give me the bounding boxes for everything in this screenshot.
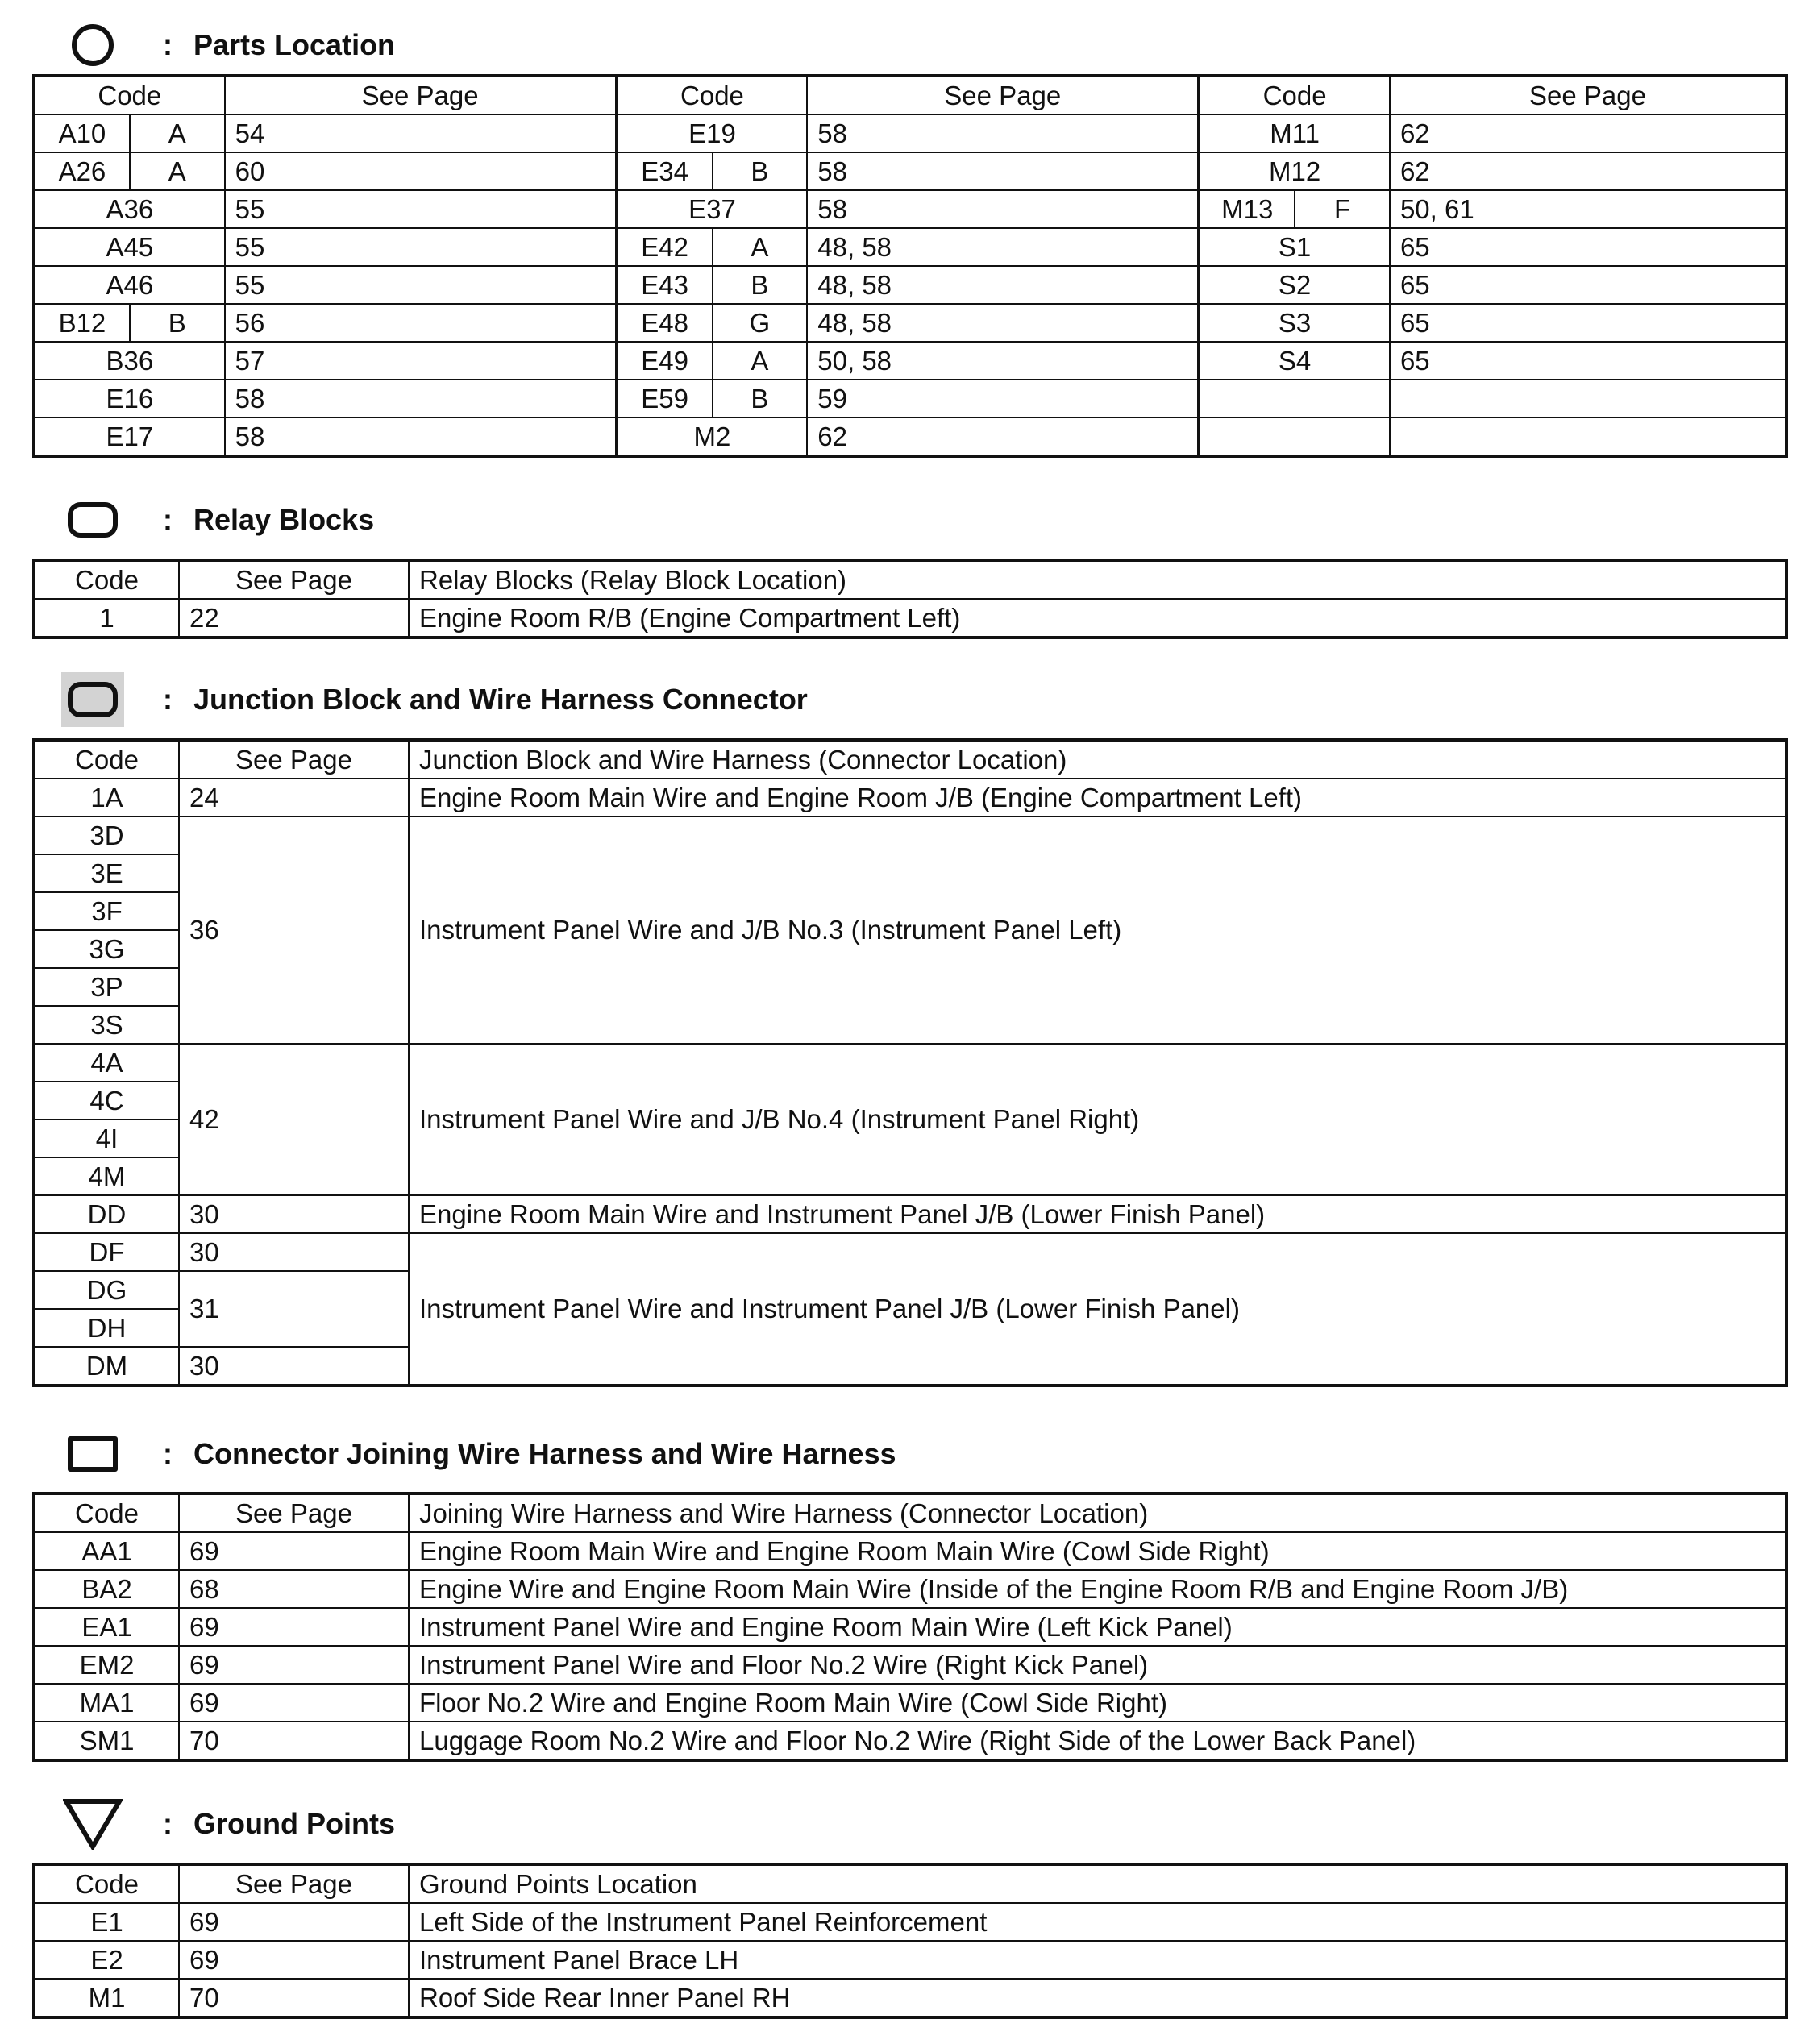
table-row bbox=[34, 304, 1786, 342]
code-cell: BA2 bbox=[34, 1570, 179, 1608]
code-cell: S2 bbox=[1199, 266, 1390, 304]
code-cell: 3S bbox=[34, 1006, 179, 1044]
description-cell: Instrument Panel Wire and Floor No.2 Wire (Right Kick Panel) bbox=[409, 1646, 1786, 1684]
code-cell: 3G bbox=[34, 930, 179, 968]
page-cell: 57 bbox=[225, 342, 617, 380]
page-cell: 59 bbox=[807, 380, 1199, 418]
page-cell: 69 bbox=[179, 1903, 409, 1941]
code-cell: E49 bbox=[617, 342, 713, 380]
header-description: Joining Wire Harness and Wire Harness (Connector Location) bbox=[409, 1494, 1786, 1532]
page-cell: 50, 61 bbox=[1390, 190, 1786, 228]
page-cell: 69 bbox=[179, 1941, 409, 1979]
page-cell: 50, 58 bbox=[807, 342, 1199, 380]
table-row bbox=[34, 1979, 1786, 2017]
table-row bbox=[34, 1684, 1786, 1722]
relay-blocks-heading bbox=[61, 492, 374, 548]
description-cell: Engine Room Main Wire and Engine Room Main Wire (Cowl Side Right) bbox=[409, 1532, 1786, 1570]
code-cell: M2 bbox=[617, 418, 808, 456]
code-cell bbox=[1199, 418, 1390, 456]
header-see-page: See Page bbox=[179, 740, 409, 779]
page-cell: 24 bbox=[179, 779, 409, 816]
section-title: Connector Joining Wire Harness and Wire Harness bbox=[193, 1437, 896, 1470]
rounded-rect-icon bbox=[61, 492, 124, 548]
code-cell: S1 bbox=[1199, 228, 1390, 266]
junction-block-table bbox=[32, 738, 1788, 1387]
connector-joining-table bbox=[32, 1492, 1788, 1762]
header-see-page: See Page bbox=[179, 1494, 409, 1532]
code-cell: E59 bbox=[617, 380, 713, 418]
page-cell: 54 bbox=[225, 114, 617, 152]
header-description: Ground Points Location bbox=[409, 1864, 1786, 1903]
code-cell: DG bbox=[34, 1271, 179, 1309]
table-row bbox=[34, 599, 1786, 638]
code-cell: B36 bbox=[34, 342, 225, 380]
code-cell: A36 bbox=[34, 190, 225, 228]
table-row bbox=[34, 1722, 1786, 1760]
page-cell bbox=[1390, 418, 1786, 456]
code-cell: 3E bbox=[34, 854, 179, 892]
table-row bbox=[34, 228, 1786, 266]
table-row bbox=[34, 1233, 1786, 1271]
header-code: Code bbox=[1199, 76, 1390, 114]
description-cell: Engine Room Main Wire and Engine Room J/B (Engine Compartment Left) bbox=[409, 779, 1786, 816]
code-cell: S4 bbox=[1199, 342, 1390, 380]
sub-code-cell: A bbox=[713, 228, 808, 266]
code-cell: B12 bbox=[34, 304, 130, 342]
page-cell: 65 bbox=[1390, 266, 1786, 304]
description-cell: Luggage Room No.2 Wire and Floor No.2 Wire (Right Side of the Lower Back Panel) bbox=[409, 1722, 1786, 1760]
code-cell: 3D bbox=[34, 816, 179, 854]
table-row bbox=[34, 380, 1786, 418]
code-cell: E17 bbox=[34, 418, 225, 456]
page-cell: 58 bbox=[807, 114, 1199, 152]
table-row bbox=[34, 1941, 1786, 1979]
sub-code-cell: B bbox=[713, 380, 808, 418]
code-cell: 4I bbox=[34, 1120, 179, 1157]
page-cell: 62 bbox=[1390, 114, 1786, 152]
header-see-page: See Page bbox=[807, 76, 1199, 114]
table-row bbox=[34, 1044, 1786, 1082]
page-cell: 30 bbox=[179, 1233, 409, 1271]
code-cell: 4A bbox=[34, 1044, 179, 1082]
table-row bbox=[34, 114, 1786, 152]
code-cell: E2 bbox=[34, 1941, 179, 1979]
code-cell: SM1 bbox=[34, 1722, 179, 1760]
code-cell: 4C bbox=[34, 1082, 179, 1120]
parts-location-heading bbox=[61, 17, 395, 73]
sub-code-cell: F bbox=[1295, 190, 1390, 228]
header-description: Junction Block and Wire Harness (Connector Location) bbox=[409, 740, 1786, 779]
page-cell: 31 bbox=[179, 1271, 409, 1347]
colon: : bbox=[163, 1807, 173, 1840]
page-cell: 69 bbox=[179, 1532, 409, 1570]
page-cell: 68 bbox=[179, 1570, 409, 1608]
page-cell: 48, 58 bbox=[807, 266, 1199, 304]
code-cell: 1 bbox=[34, 599, 179, 638]
ground-points-table bbox=[32, 1863, 1788, 2019]
header-code: Code bbox=[617, 76, 808, 114]
header-see-page: See Page bbox=[179, 1864, 409, 1903]
description-cell: Engine Room Main Wire and Instrument Panel J/B (Lower Finish Panel) bbox=[409, 1195, 1786, 1233]
section-title: Relay Blocks bbox=[193, 503, 375, 536]
sub-code-cell: B bbox=[713, 152, 808, 190]
description-cell: Engine Room R/B (Engine Compartment Left) bbox=[409, 599, 1786, 638]
description-cell: Engine Wire and Engine Room Main Wire (Inside of the Engine Room R/B and Engine Room J/B) bbox=[409, 1570, 1786, 1608]
page-cell: 48, 58 bbox=[807, 228, 1199, 266]
relay-blocks-table bbox=[32, 559, 1788, 639]
page-cell: 70 bbox=[179, 1722, 409, 1760]
code-cell: E48 bbox=[617, 304, 713, 342]
table-row bbox=[34, 816, 1786, 854]
table-row bbox=[34, 1570, 1786, 1608]
page-cell: 65 bbox=[1390, 304, 1786, 342]
table-row bbox=[34, 1608, 1786, 1646]
code-cell: M12 bbox=[1199, 152, 1390, 190]
connector-joining-heading bbox=[61, 1426, 896, 1482]
code-cell: 3F bbox=[34, 892, 179, 930]
description-cell: Instrument Panel Wire and Instrument Panel J/B (Lower Finish Panel) bbox=[409, 1233, 1786, 1386]
code-cell: E37 bbox=[617, 190, 808, 228]
page-cell: 22 bbox=[179, 599, 409, 638]
page-cell: 48, 58 bbox=[807, 304, 1199, 342]
page-cell: 58 bbox=[225, 418, 617, 456]
code-cell: E16 bbox=[34, 380, 225, 418]
page-cell: 58 bbox=[225, 380, 617, 418]
section-title: Junction Block and Wire Harness Connector bbox=[193, 683, 808, 716]
code-cell: DD bbox=[34, 1195, 179, 1233]
code-cell: DF bbox=[34, 1233, 179, 1271]
down-triangle-icon bbox=[61, 1796, 124, 1852]
junction-block-heading bbox=[61, 671, 808, 728]
code-cell: E19 bbox=[617, 114, 808, 152]
table-row bbox=[34, 152, 1786, 190]
table-row bbox=[34, 1532, 1786, 1570]
rectangle-icon bbox=[61, 1426, 124, 1482]
page-cell: 55 bbox=[225, 190, 617, 228]
sub-code-cell: A bbox=[130, 114, 225, 152]
code-cell: E43 bbox=[617, 266, 713, 304]
colon: : bbox=[163, 28, 173, 61]
code-cell: DM bbox=[34, 1347, 179, 1386]
header-description: Relay Blocks (Relay Block Location) bbox=[409, 560, 1786, 599]
table-row bbox=[34, 1646, 1786, 1684]
page-cell: 55 bbox=[225, 228, 617, 266]
description-cell: Left Side of the Instrument Panel Reinforcement bbox=[409, 1903, 1786, 1941]
page-cell: 62 bbox=[807, 418, 1199, 456]
code-cell: M11 bbox=[1199, 114, 1390, 152]
code-cell: A10 bbox=[34, 114, 130, 152]
header-code: Code bbox=[34, 1864, 179, 1903]
code-cell: EA1 bbox=[34, 1608, 179, 1646]
header-code: Code bbox=[34, 76, 225, 114]
code-cell: S3 bbox=[1199, 304, 1390, 342]
page-cell: 36 bbox=[179, 816, 409, 1044]
page-cell: 55 bbox=[225, 266, 617, 304]
table-row bbox=[34, 418, 1786, 456]
description-cell: Instrument Panel Wire and J/B No.4 (Instrument Panel Right) bbox=[409, 1044, 1786, 1195]
parts-location-table bbox=[32, 74, 1788, 458]
code-cell: 1A bbox=[34, 779, 179, 816]
colon: : bbox=[163, 1437, 173, 1470]
table-row bbox=[34, 1903, 1786, 1941]
code-cell: 4M bbox=[34, 1157, 179, 1195]
page-cell: 65 bbox=[1390, 342, 1786, 380]
page-cell: 69 bbox=[179, 1684, 409, 1722]
page-cell: 58 bbox=[807, 152, 1199, 190]
circle-icon bbox=[61, 17, 124, 73]
code-cell: AA1 bbox=[34, 1532, 179, 1570]
page-cell: 30 bbox=[179, 1195, 409, 1233]
header-see-page: See Page bbox=[179, 560, 409, 599]
table-row bbox=[34, 342, 1786, 380]
page-cell: 69 bbox=[179, 1608, 409, 1646]
sub-code-cell: A bbox=[713, 342, 808, 380]
code-cell: M1 bbox=[34, 1979, 179, 2017]
sub-code-cell: B bbox=[713, 266, 808, 304]
ground-points-heading bbox=[61, 1796, 395, 1852]
code-cell: A45 bbox=[34, 228, 225, 266]
page-cell: 70 bbox=[179, 1979, 409, 2017]
description-cell: Floor No.2 Wire and Engine Room Main Wire (Cowl Side Right) bbox=[409, 1684, 1786, 1722]
code-cell: E34 bbox=[617, 152, 713, 190]
sub-code-cell: A bbox=[130, 152, 225, 190]
table-row bbox=[34, 779, 1786, 816]
header-code: Code bbox=[34, 740, 179, 779]
page-cell: 56 bbox=[225, 304, 617, 342]
code-cell: EM2 bbox=[34, 1646, 179, 1684]
description-cell: Roof Side Rear Inner Panel RH bbox=[409, 1979, 1786, 2017]
colon: : bbox=[163, 683, 173, 716]
shaded-rounded-rect-icon bbox=[61, 671, 124, 728]
page-cell: 60 bbox=[225, 152, 617, 190]
page-cell bbox=[1390, 380, 1786, 418]
code-cell: E1 bbox=[34, 1903, 179, 1941]
page-cell: 65 bbox=[1390, 228, 1786, 266]
code-cell: M13 bbox=[1199, 190, 1295, 228]
header-code: Code bbox=[34, 560, 179, 599]
section-title: Parts Location bbox=[193, 28, 396, 61]
table-row bbox=[34, 266, 1786, 304]
page-cell: 62 bbox=[1390, 152, 1786, 190]
section-title: Ground Points bbox=[193, 1807, 395, 1840]
page-cell: 30 bbox=[179, 1347, 409, 1386]
code-cell: A46 bbox=[34, 266, 225, 304]
code-cell: 3P bbox=[34, 968, 179, 1006]
code-cell: E42 bbox=[617, 228, 713, 266]
page-cell: 69 bbox=[179, 1646, 409, 1684]
sub-code-cell: B bbox=[130, 304, 225, 342]
colon: : bbox=[163, 503, 173, 536]
page-cell: 42 bbox=[179, 1044, 409, 1195]
header-see-page: See Page bbox=[225, 76, 617, 114]
code-cell: DH bbox=[34, 1309, 179, 1347]
code-cell: MA1 bbox=[34, 1684, 179, 1722]
code-cell bbox=[1199, 380, 1390, 418]
code-cell: A26 bbox=[34, 152, 130, 190]
description-cell: Instrument Panel Wire and J/B No.3 (Instrument Panel Left) bbox=[409, 816, 1786, 1044]
description-cell: Instrument Panel Wire and Engine Room Main Wire (Left Kick Panel) bbox=[409, 1608, 1786, 1646]
description-cell: Instrument Panel Brace LH bbox=[409, 1941, 1786, 1979]
sub-code-cell: G bbox=[713, 304, 808, 342]
header-code: Code bbox=[34, 1494, 179, 1532]
page-cell: 58 bbox=[807, 190, 1199, 228]
table-row bbox=[34, 190, 1786, 228]
header-see-page: See Page bbox=[1390, 76, 1786, 114]
table-row bbox=[34, 1195, 1786, 1233]
